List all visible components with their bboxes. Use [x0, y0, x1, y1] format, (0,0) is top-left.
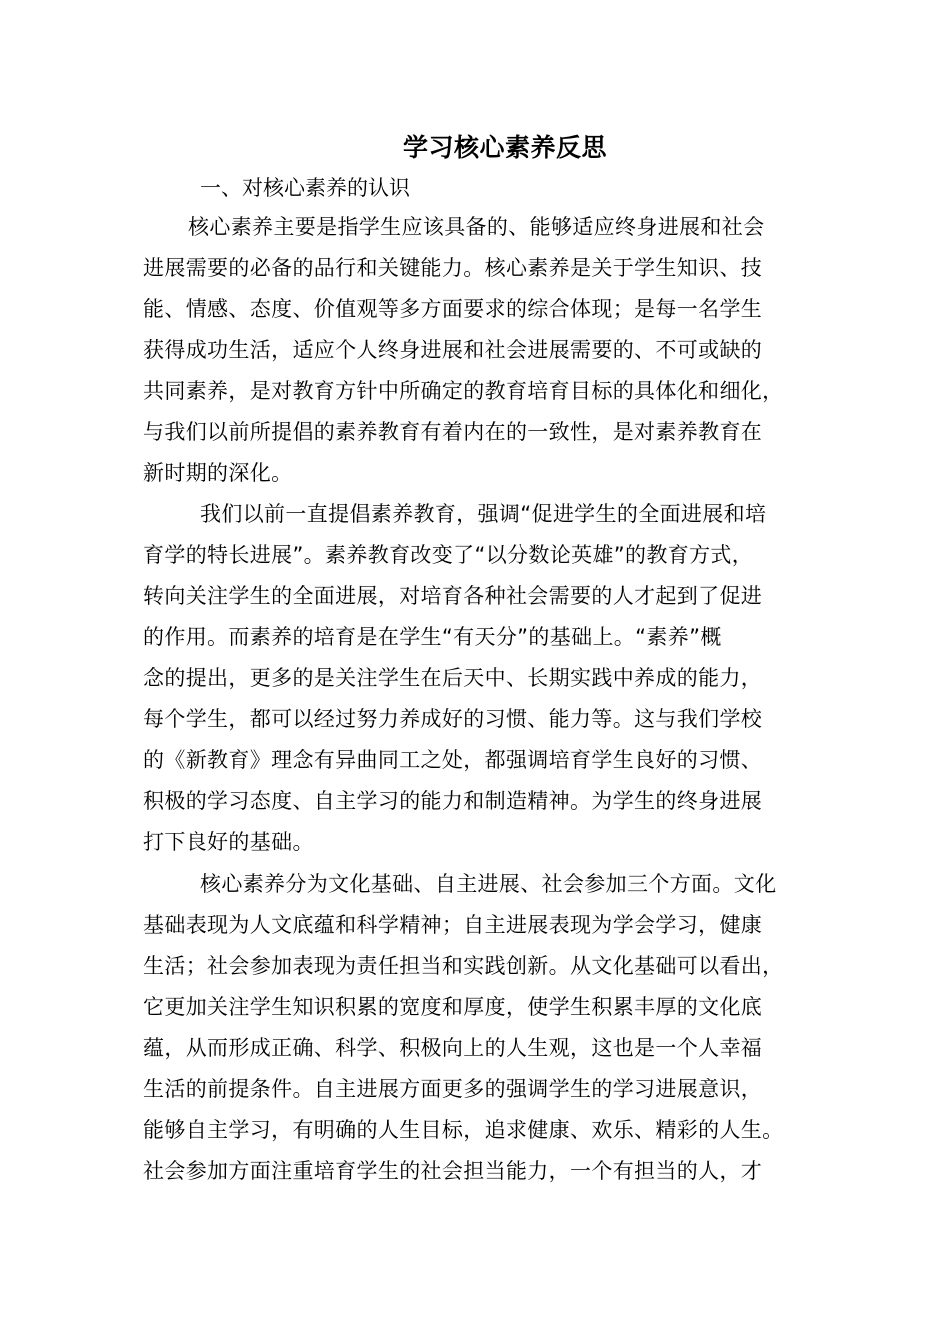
paragraph-2-line: 念的提出，更多的是关注学生在后天中、长期实践中养成的能力，: [143, 666, 763, 690]
paragraph-2-line: 的《新教育》理念有异曲同工之处，都强调培育学生良好的习惯、: [143, 748, 763, 772]
paragraph-1-line: 新时期的深化。: [143, 461, 293, 485]
paragraph-2-line: 打下良好的基础。: [143, 830, 314, 854]
paragraph-2-line: 育学的特长进展”。素养教育改变了“以分数论英雄”的教育方式，: [143, 543, 754, 567]
paragraph-1-line: 与我们以前所提倡的素养教育有着内在的一致性，是对素养教育在: [143, 420, 763, 444]
paragraph-3-line: 生活的前提条件。自主进展方面更多的强调学生的学习进展意识，: [143, 1077, 763, 1101]
paragraph-2-line: 我们以前一直提倡素养教育，强调“促进学生的全面进展和培: [200, 502, 767, 526]
paragraph-3-line: 核心素养分为文化基础、自主进展、社会参加三个方面。文化: [200, 872, 777, 896]
paragraph-2-line: 每个学生，都可以经过努力养成好的习惯、能力等。这与我们学校: [143, 707, 763, 731]
paragraph-1-line: 核心素养主要是指学生应该具备的、能够适应终身进展和社会: [188, 215, 765, 239]
paragraph-3-line: 蕴，从而形成正确、科学、积极向上的人生观，这也是一个人幸福: [143, 1036, 763, 1060]
paragraph-1-line: 能、情感、态度、价值观等多方面要求的综合体现；是每一名学生: [143, 297, 763, 321]
paragraph-3-line: 社会参加方面注重培育学生的社会担当能力，一个有担当的人，才: [143, 1159, 763, 1183]
document-title: 学习核心素养反思: [402, 133, 607, 162]
paragraph-2-line: 的作用。而素养的培育是在学生“有天分”的基础上。“素养”概: [143, 625, 722, 649]
section-heading: 一、对核心素养的认识: [200, 176, 410, 200]
paragraph-2-line: 转向关注学生的全面进展，对培育各种社会需要的人才起到了促进: [143, 584, 763, 608]
paragraph-2-line: 积极的学习态度、自主学习的能力和制造精神。为学生的终身进展: [143, 789, 763, 813]
paragraph-3-line: 生活；社会参加表现为责任担当和实践创新。从文化基础可以看出，: [143, 954, 784, 978]
paragraph-1-line: 共同素养，是对教育方针中所确定的教育培育目标的具体化和细化，: [143, 379, 784, 403]
paragraph-1-line: 获得成功生活，适应个人终身进展和社会进展需要的、不可或缺的: [143, 338, 763, 362]
paragraph-1-line: 进展需要的必备的品行和关键能力。核心素养是关于学生知识、技: [143, 256, 763, 280]
paragraph-3-line: 基础表现为人文底蕴和科学精神；自主进展表现为学会学习，健康: [143, 913, 763, 937]
paragraph-3-line: 它更加关注学生知识积累的宽度和厚度，使学生积累丰厚的文化底: [143, 995, 763, 1019]
paragraph-3-line: 能够自主学习，有明确的人生目标，追求健康、欢乐、精彩的人生。: [143, 1118, 784, 1142]
